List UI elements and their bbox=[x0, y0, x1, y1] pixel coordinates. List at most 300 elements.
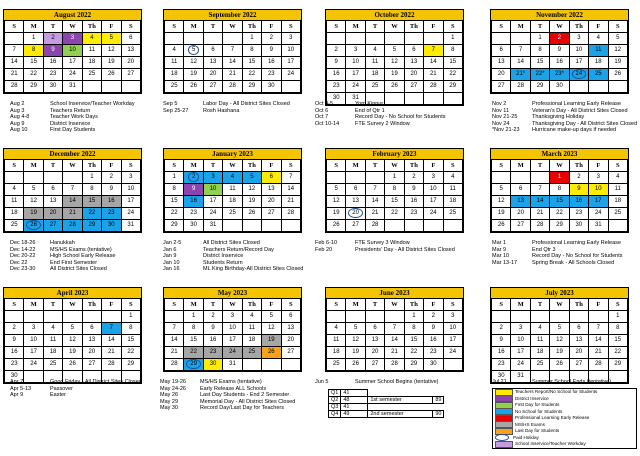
event-date: Sep 5 bbox=[163, 101, 178, 107]
calendar-day: 31 bbox=[511, 371, 530, 383]
calendar-day: 28 bbox=[385, 359, 404, 371]
calendar-day-empty bbox=[589, 311, 608, 323]
weekday-header: T bbox=[43, 160, 62, 172]
weekday-header: M bbox=[24, 160, 43, 172]
calendar-day: 17 bbox=[281, 57, 300, 69]
calendar-day: 14 bbox=[63, 196, 82, 208]
calendar-day: 19 bbox=[262, 335, 281, 347]
weekday-header: W bbox=[223, 160, 242, 172]
calendar-day-empty bbox=[102, 81, 121, 93]
calendar-day: 11 bbox=[589, 45, 608, 57]
calendar-day-empty bbox=[424, 220, 443, 232]
calendar-day-empty bbox=[404, 220, 423, 232]
calendar-day: 13 bbox=[404, 57, 423, 69]
calendar-day: 27 bbox=[492, 81, 511, 93]
calendar-day: 29 bbox=[530, 81, 549, 93]
event-item bbox=[10, 121, 135, 128]
calendar-day: 21 bbox=[102, 347, 121, 359]
semester-label: 1st semester bbox=[368, 397, 433, 404]
weekday-header: M bbox=[184, 299, 203, 311]
event-list bbox=[315, 240, 455, 253]
event-item bbox=[163, 108, 290, 115]
calendar-day-empty bbox=[242, 359, 261, 371]
calendar-day: 8 bbox=[242, 45, 261, 57]
calendar-day: 8 bbox=[24, 45, 43, 57]
calendar-day: 7 bbox=[63, 184, 82, 196]
event-date: Jan 16 bbox=[163, 266, 180, 273]
calendar-day: 6 bbox=[346, 184, 365, 196]
calendar-day-empty bbox=[262, 220, 281, 232]
calendar-day: 31 bbox=[203, 220, 222, 232]
month-title: March 2023 bbox=[491, 149, 628, 160]
weekday-header: W bbox=[385, 21, 404, 33]
event-description: Good Friday - All District Sites Closed bbox=[50, 379, 142, 385]
event-description: All District Sites Closed bbox=[203, 240, 260, 246]
weekday-header: F bbox=[102, 21, 121, 33]
calendar-day: 19 bbox=[385, 69, 404, 81]
paid-holiday-circle: 20 bbox=[348, 208, 363, 218]
calendar-day-empty bbox=[223, 220, 242, 232]
calendar-day: 20 bbox=[511, 208, 530, 220]
weekday-header: S bbox=[443, 299, 462, 311]
calendar-day: 11 bbox=[242, 323, 261, 335]
month-calendar bbox=[490, 148, 629, 233]
calendar-day: 2 bbox=[492, 323, 511, 335]
month-calendar bbox=[163, 148, 302, 233]
calendar-day: 3 bbox=[569, 33, 588, 45]
weekday-header: Th bbox=[569, 299, 588, 311]
calendar-day: 21 bbox=[365, 208, 384, 220]
weekday-header: S bbox=[5, 21, 24, 33]
calendar-day: 25 bbox=[443, 208, 462, 220]
event-date: Mar 9 bbox=[492, 246, 507, 253]
event-item bbox=[160, 379, 295, 386]
weekday-header: S bbox=[281, 299, 300, 311]
calendar-day: 1 bbox=[184, 311, 203, 323]
weekday-header: W bbox=[223, 21, 242, 33]
event-item bbox=[160, 386, 295, 393]
calendar-day: 24 bbox=[424, 208, 443, 220]
calendar-day: 18 bbox=[589, 57, 608, 69]
weekday-header: S bbox=[608, 21, 627, 33]
calendar-day: 29 bbox=[24, 81, 43, 93]
calendar-day: 27 bbox=[404, 81, 423, 93]
event-date: Aug 4-8 bbox=[10, 114, 30, 121]
calendar-day: 11 bbox=[82, 45, 101, 57]
event-date: Dec 23-30 bbox=[10, 266, 36, 273]
calendar-day: 17 bbox=[443, 335, 462, 347]
calendar-day: 7 bbox=[424, 45, 443, 57]
calendar-day: 7 bbox=[365, 184, 384, 196]
event-item bbox=[315, 247, 455, 254]
calendar-day: 26 bbox=[242, 208, 261, 220]
calendar-day: 19 bbox=[63, 347, 82, 359]
event-date: Aug 2 bbox=[10, 101, 25, 107]
calendar-day: 30 bbox=[184, 220, 203, 232]
calendar-day-empty bbox=[492, 172, 511, 184]
calendar-day: 14 bbox=[102, 335, 121, 347]
calendar-day: 15 bbox=[608, 335, 627, 347]
calendar-day: 7 bbox=[589, 323, 608, 335]
calendar-day: 5 bbox=[63, 323, 82, 335]
weekday-header: Th bbox=[569, 21, 588, 33]
calendar-day: 4 bbox=[82, 33, 101, 45]
calendar-day: 27 bbox=[262, 208, 281, 220]
calendar-day: 27 bbox=[511, 220, 530, 232]
quarter-label: Q1 bbox=[329, 390, 341, 397]
calendar-day: 17 bbox=[424, 196, 443, 208]
legend-label: No School for Students bbox=[515, 408, 563, 414]
calendar-day-empty bbox=[121, 81, 140, 93]
calendar-day: 3 bbox=[424, 172, 443, 184]
event-date: Aug 10 bbox=[10, 127, 28, 134]
calendar-day-empty bbox=[346, 311, 365, 323]
weekday-header: S bbox=[608, 299, 627, 311]
weekday-header: S bbox=[121, 21, 140, 33]
event-item bbox=[160, 392, 295, 399]
calendar-day-empty bbox=[63, 311, 82, 323]
calendar-day: 15 bbox=[242, 57, 261, 69]
calendar-day: 28 bbox=[165, 359, 184, 371]
calendar-day: 25 bbox=[365, 81, 384, 93]
calendar-day: 7 bbox=[5, 45, 24, 57]
semester-total: 90 bbox=[433, 411, 444, 418]
calendar-day bbox=[184, 172, 203, 184]
event-item bbox=[492, 108, 637, 115]
calendar-day: 18 bbox=[443, 196, 462, 208]
calendar-day: 8 bbox=[608, 323, 627, 335]
calendar-day: 27 bbox=[43, 220, 62, 232]
calendar-day: 23 bbox=[424, 347, 443, 359]
calendar-day: 23 bbox=[492, 359, 511, 371]
month-title: November 2022 bbox=[491, 10, 628, 21]
calendar-day: 23 bbox=[5, 359, 24, 371]
event-date: Sep 25-27 bbox=[163, 107, 189, 114]
calendar-day: 18 bbox=[365, 69, 384, 81]
calendar-day: 1 bbox=[608, 311, 627, 323]
event-date: Feb 6-10 bbox=[315, 240, 338, 246]
calendar-day: 3 bbox=[281, 33, 300, 45]
calendar-day: 25 bbox=[530, 359, 549, 371]
weekday-header: T bbox=[365, 21, 384, 33]
event-description: Thanksgiving Day - All District Sites Closed bbox=[532, 120, 638, 127]
event-item bbox=[492, 253, 623, 260]
weekday-header: F bbox=[424, 299, 443, 311]
event-date: May 30 bbox=[160, 405, 179, 412]
weekday-header: S bbox=[608, 160, 627, 172]
calendar-day: 8 bbox=[165, 184, 184, 196]
semester-total: 89 bbox=[433, 397, 444, 404]
calendar-day: 7 bbox=[281, 172, 300, 184]
calendar-day: 15 bbox=[165, 196, 184, 208]
calendar-day: 28 bbox=[511, 81, 530, 93]
calendar-day: 4 bbox=[327, 323, 346, 335]
calendar-day: 22 bbox=[385, 208, 404, 220]
calendar-day: 22 bbox=[443, 69, 462, 81]
calendar-day-empty bbox=[327, 311, 346, 323]
weekday-header: M bbox=[24, 299, 43, 311]
calendar-day: 4 bbox=[443, 172, 462, 184]
event-item bbox=[315, 240, 455, 247]
calendar-day: 10 bbox=[281, 45, 300, 57]
calendar-day: 2 bbox=[569, 172, 588, 184]
event-description: Teacher Work Days bbox=[50, 114, 98, 121]
calendar-day-empty bbox=[43, 172, 62, 184]
weekday-header: Th bbox=[242, 160, 261, 172]
weekday-header: F bbox=[102, 160, 121, 172]
calendar-day-empty bbox=[385, 220, 404, 232]
weekday-header: W bbox=[385, 299, 404, 311]
calendar-day: 23 bbox=[569, 208, 588, 220]
calendar-day: 28 bbox=[63, 220, 82, 232]
calendar-day: 18 bbox=[5, 208, 24, 220]
calendar-day: 9 bbox=[203, 323, 222, 335]
legend-label: First Day for Students bbox=[515, 402, 560, 407]
calendar-day: 26 bbox=[550, 359, 569, 371]
calendar-day-empty bbox=[385, 311, 404, 323]
month-title: January 2023 bbox=[164, 149, 301, 160]
calendar-day: 11 bbox=[5, 196, 24, 208]
calendar-day: 17 bbox=[223, 335, 242, 347]
calendar-day: 31 bbox=[223, 359, 242, 371]
calendar-day: 30 bbox=[424, 359, 443, 371]
calendar-day: 1 bbox=[385, 172, 404, 184]
weekday-header: S bbox=[327, 160, 346, 172]
event-list bbox=[10, 379, 142, 399]
calendar-day-empty bbox=[327, 33, 346, 45]
calendar-day: 18 bbox=[43, 347, 62, 359]
calendar-day: 14 bbox=[385, 335, 404, 347]
weekday-header: W bbox=[550, 21, 569, 33]
calendar-day-empty bbox=[492, 311, 511, 323]
calendar-day: 16 bbox=[184, 196, 203, 208]
calendar-day: 4 bbox=[165, 45, 184, 57]
weekday-header: F bbox=[589, 160, 608, 172]
calendar-day-empty bbox=[365, 311, 384, 323]
calendar-day: 8 bbox=[121, 323, 140, 335]
calendar-day-empty bbox=[165, 33, 184, 45]
calendar-day: 13 bbox=[511, 196, 530, 208]
calendar-day: 2 bbox=[327, 45, 346, 57]
event-date: Apr 5-13 bbox=[10, 385, 32, 392]
calendar-day: 14 bbox=[281, 184, 300, 196]
calendar-day: 26 bbox=[608, 69, 627, 81]
weekday-header: S bbox=[492, 21, 511, 33]
event-item bbox=[492, 121, 637, 128]
calendar-day: 11 bbox=[530, 335, 549, 347]
calendar-day: 24 bbox=[121, 208, 140, 220]
calendar-day: 28 bbox=[223, 81, 242, 93]
calendar-day: 16 bbox=[327, 69, 346, 81]
legend-label: District Inservice bbox=[515, 395, 549, 401]
event-list bbox=[492, 379, 611, 386]
calendar-day: 4 bbox=[608, 172, 627, 184]
event-list bbox=[163, 240, 303, 273]
month-title: April 2023 bbox=[4, 288, 141, 299]
event-description: District Inservice bbox=[50, 120, 91, 127]
event-description: ML King Birthday-All District Sites Closed bbox=[203, 266, 304, 273]
calendar-day: 9 bbox=[424, 323, 443, 335]
calendar-day: 30 bbox=[569, 220, 588, 232]
event-item bbox=[10, 108, 135, 115]
calendar-day: 5 bbox=[492, 184, 511, 196]
calendar-day: 18 bbox=[223, 196, 242, 208]
calendar-day: 4 bbox=[43, 323, 62, 335]
calendar-day: 10 bbox=[223, 323, 242, 335]
calendar-day-empty bbox=[511, 172, 530, 184]
calendar-day: 12 bbox=[184, 57, 203, 69]
calendar-day: 9 bbox=[102, 184, 121, 196]
event-description: Professional Learning Early Release bbox=[532, 240, 621, 246]
quarter-label: Q3 bbox=[329, 404, 341, 411]
calendar-day: 13 bbox=[43, 196, 62, 208]
calendar-day: 2 bbox=[43, 33, 62, 45]
quarter-row bbox=[329, 397, 444, 404]
calendar-day: 23 bbox=[43, 69, 62, 81]
calendar-day: 11 bbox=[365, 57, 384, 69]
calendar-day: 10 bbox=[24, 335, 43, 347]
calendar-day: 2 bbox=[262, 33, 281, 45]
month-calendar bbox=[490, 287, 629, 384]
calendar-day: 3 bbox=[346, 45, 365, 57]
event-item bbox=[160, 399, 295, 406]
calendar-day: 8 bbox=[404, 323, 423, 335]
calendar-day: 1 bbox=[404, 311, 423, 323]
calendar-day: 21* bbox=[511, 69, 530, 81]
paid-holiday-circle: 5 bbox=[188, 45, 199, 55]
weekday-header: S bbox=[327, 21, 346, 33]
event-item bbox=[315, 114, 446, 121]
event-description: FTE Survey 2 Window bbox=[355, 120, 410, 127]
calendar-day: 23 bbox=[327, 81, 346, 93]
calendar-day: 26 bbox=[385, 81, 404, 93]
month-title: September 2022 bbox=[164, 10, 301, 21]
calendar-day: 23 bbox=[262, 69, 281, 81]
calendar-day: 22 bbox=[404, 347, 423, 359]
weekday-header: S bbox=[327, 299, 346, 311]
calendar-day: 18 bbox=[327, 347, 346, 359]
event-description: Presidents' Day - All District Sites Closed bbox=[355, 246, 455, 253]
calendar-day: 15 bbox=[121, 335, 140, 347]
calendar-day: 30 bbox=[262, 81, 281, 93]
event-date: Aug 9 bbox=[10, 120, 25, 127]
calendar-day: 14 bbox=[5, 57, 24, 69]
event-item bbox=[163, 253, 303, 260]
calendar-day: 6 bbox=[492, 45, 511, 57]
calendar-day: 4 bbox=[530, 323, 549, 335]
event-description: Early Release ALL Schools bbox=[200, 385, 267, 392]
quarter-row bbox=[329, 390, 444, 397]
quarter-days: 41 bbox=[341, 404, 368, 411]
calendar-day: 5 bbox=[550, 323, 569, 335]
calendar-day: 12 bbox=[327, 196, 346, 208]
legend-label: Last Day for Students bbox=[515, 428, 560, 433]
quarter-days: 41 bbox=[341, 390, 368, 397]
event-item bbox=[10, 101, 135, 108]
calendar-day: 9 bbox=[404, 184, 423, 196]
calendar-day: 21 bbox=[589, 347, 608, 359]
calendar-day: 10 bbox=[121, 184, 140, 196]
semester-label bbox=[368, 404, 433, 411]
calendar-day: 18 bbox=[530, 347, 549, 359]
calendar-day-empty bbox=[569, 311, 588, 323]
weekday-header: F bbox=[262, 160, 281, 172]
calendar-day: 9 bbox=[43, 45, 62, 57]
calendar-day: 30 bbox=[492, 371, 511, 383]
calendar-day: 22 bbox=[24, 69, 43, 81]
weekday-header: W bbox=[550, 160, 569, 172]
calendar-day: 18 bbox=[165, 69, 184, 81]
calendar-day: 24 bbox=[443, 347, 462, 359]
calendar-day: 5 bbox=[102, 33, 121, 45]
calendar-day: 24 bbox=[346, 81, 365, 93]
event-description: Last Day Students - End 2 Semester bbox=[200, 392, 290, 399]
calendar-day: 7 bbox=[530, 184, 549, 196]
weekday-header: W bbox=[550, 299, 569, 311]
event-description: Teachers Return bbox=[50, 107, 91, 114]
calendar-day-empty bbox=[5, 311, 24, 323]
calendar-day: 14 bbox=[589, 335, 608, 347]
calendar-day: 3 bbox=[443, 311, 462, 323]
calendar-day: 19 bbox=[184, 69, 203, 81]
calendar-day: 16 bbox=[102, 196, 121, 208]
calendar-day: 24 bbox=[24, 359, 43, 371]
calendar-day: 24 bbox=[223, 347, 242, 359]
weekday-header: F bbox=[424, 160, 443, 172]
weekday-header: Th bbox=[569, 160, 588, 172]
month-calendar bbox=[325, 9, 464, 106]
calendar-day: 10 bbox=[63, 45, 82, 57]
event-description: End of Qtr 1 bbox=[355, 107, 385, 114]
calendar-day: 18 bbox=[608, 196, 627, 208]
event-description: Easter bbox=[50, 392, 66, 399]
weekday-header: M bbox=[511, 160, 530, 172]
calendar-day: 15 bbox=[443, 57, 462, 69]
calendar-day: 17 bbox=[24, 347, 43, 359]
calendar-day: 16 bbox=[569, 196, 588, 208]
calendar-day: 1 bbox=[550, 172, 569, 184]
calendar-day: 26 bbox=[346, 359, 365, 371]
calendar-day: 30 bbox=[550, 81, 569, 93]
event-item bbox=[163, 247, 303, 254]
calendar-day: 4 bbox=[365, 45, 384, 57]
calendar-day-empty bbox=[63, 172, 82, 184]
calendar-day-empty bbox=[43, 311, 62, 323]
weekday-header: Th bbox=[82, 160, 101, 172]
weekday-header: S bbox=[121, 160, 140, 172]
calendar-day: 1 bbox=[82, 172, 101, 184]
month-calendar bbox=[490, 9, 629, 94]
calendar-day-empty bbox=[404, 33, 423, 45]
calendar-day: 24 bbox=[511, 359, 530, 371]
calendar-day: 29 bbox=[443, 81, 462, 93]
calendar-day: 14 bbox=[223, 57, 242, 69]
quarter-label: Q4 bbox=[329, 411, 341, 418]
event-description: MS/HS Exams (tentative) bbox=[50, 246, 112, 253]
weekday-header: S bbox=[281, 21, 300, 33]
calendar-day: 24 bbox=[203, 208, 222, 220]
calendar-day: 12 bbox=[262, 323, 281, 335]
event-list bbox=[10, 240, 115, 273]
calendar-day: 28 bbox=[424, 81, 443, 93]
event-list bbox=[315, 379, 438, 386]
event-description: Professional Learning Early Release bbox=[532, 101, 621, 107]
calendar-day: 11 bbox=[223, 184, 242, 196]
calendar-day-empty bbox=[443, 220, 462, 232]
calendar-day: 20 bbox=[43, 208, 62, 220]
calendar-day: 21 bbox=[63, 208, 82, 220]
event-date: Apr 7 bbox=[10, 379, 24, 385]
